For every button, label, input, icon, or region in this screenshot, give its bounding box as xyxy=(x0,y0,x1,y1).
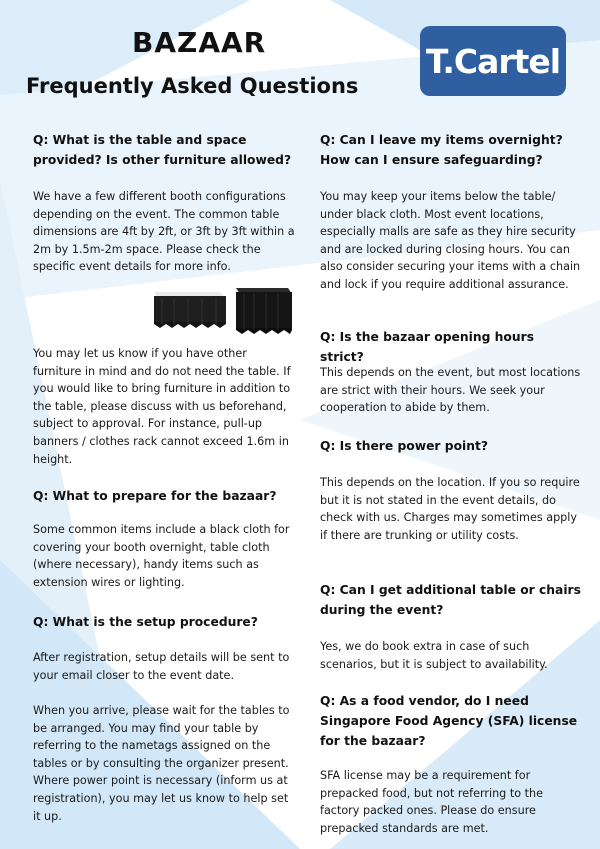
page-title: BAZAAR xyxy=(132,26,267,59)
faq-question-power-point: Q: Is there power point? xyxy=(320,439,489,453)
faq-answer-table-space-2: You may let us know if you have other furniture in mind and do not need the table. If you would like to bring furniture in addition to the table, please discuss with us beforehand, subject to approval. For instance, pull-up banners / clothes rack cannot exceed 1.6m in height. xyxy=(33,347,291,466)
faq-answer-additional-table: Yes, we do book extra in case of such scenarios, but it is subject to availability. xyxy=(320,640,548,671)
booth-tables-image xyxy=(150,286,300,336)
faq-answer-table-space-1: We have a few different booth configurations depending on the event. The common table dimensions are 4ft by 2ft, or 3ft by 3ft within a 2m by 1.5m-2m space. Please check the specific event details for more info. xyxy=(33,190,295,274)
faq-question-sfa-license: Q: As a food vendor, do I need Singapore Food Agency (SFA) license for the bazaar? xyxy=(320,694,578,748)
faq-answer-power-point: This depends on the location. If you so require but it is not stated in the event details, do check with us. Charges may sometimes apply if there are trunking or utility costs. xyxy=(320,476,580,542)
faq-answer-sfa-license: SFA license may be a requirement for prepacked food, but not referring to the factory packed ones. Please do ensure prepacked standards are met. xyxy=(320,769,543,835)
faq-question-setup: Q: What is the setup procedure? xyxy=(33,615,258,629)
faq-answer-prepare: Some common items include a black cloth for covering your booth overnight, table cloth (where necessary), handy items such as extension wires or lighting. xyxy=(33,523,290,589)
faq-answer-setup-2: When you arrive, please wait for the tables to be arranged. You may find your table by referring to the nametags assigned on the tables or by consulting the organizer present. Where power point is necessary (inform us at registration), you may let us know to help set it up. xyxy=(33,704,290,823)
faq-answer-opening-hours: This depends on the event, but most locations are strict with their hours. We seek your cooperation to abide by them. xyxy=(320,366,581,415)
faq-question-opening-hours: Q: Is the bazaar opening hours strict? xyxy=(320,330,535,364)
faq-answer-overnight: You may keep your items below the table/ under black cloth. Most event locations, especially malls are safe as they hire security and are locked during closing hours. You can also consider securing your items with a chain and lock if you require additional assurance. xyxy=(320,190,581,291)
page-subtitle: Frequently Asked Questions xyxy=(26,74,359,98)
faq-question-table-space: Q: What is the table and space provided? Is other furniture allowed? xyxy=(33,133,292,167)
faq-question-prepare: Q: What to prepare for the bazaar? xyxy=(33,489,277,503)
faq-question-overnight: Q: Can I leave my items overnight? How can I ensure safeguarding? xyxy=(320,133,563,167)
faq-question-additional-table: Q: Can I get additional table or chairs during the event? xyxy=(320,583,581,617)
faq-answer-setup-1: After registration, setup details will be sent to your email closer to the event date. xyxy=(33,651,290,682)
tcartel-logo: T.Cartel xyxy=(420,26,566,96)
